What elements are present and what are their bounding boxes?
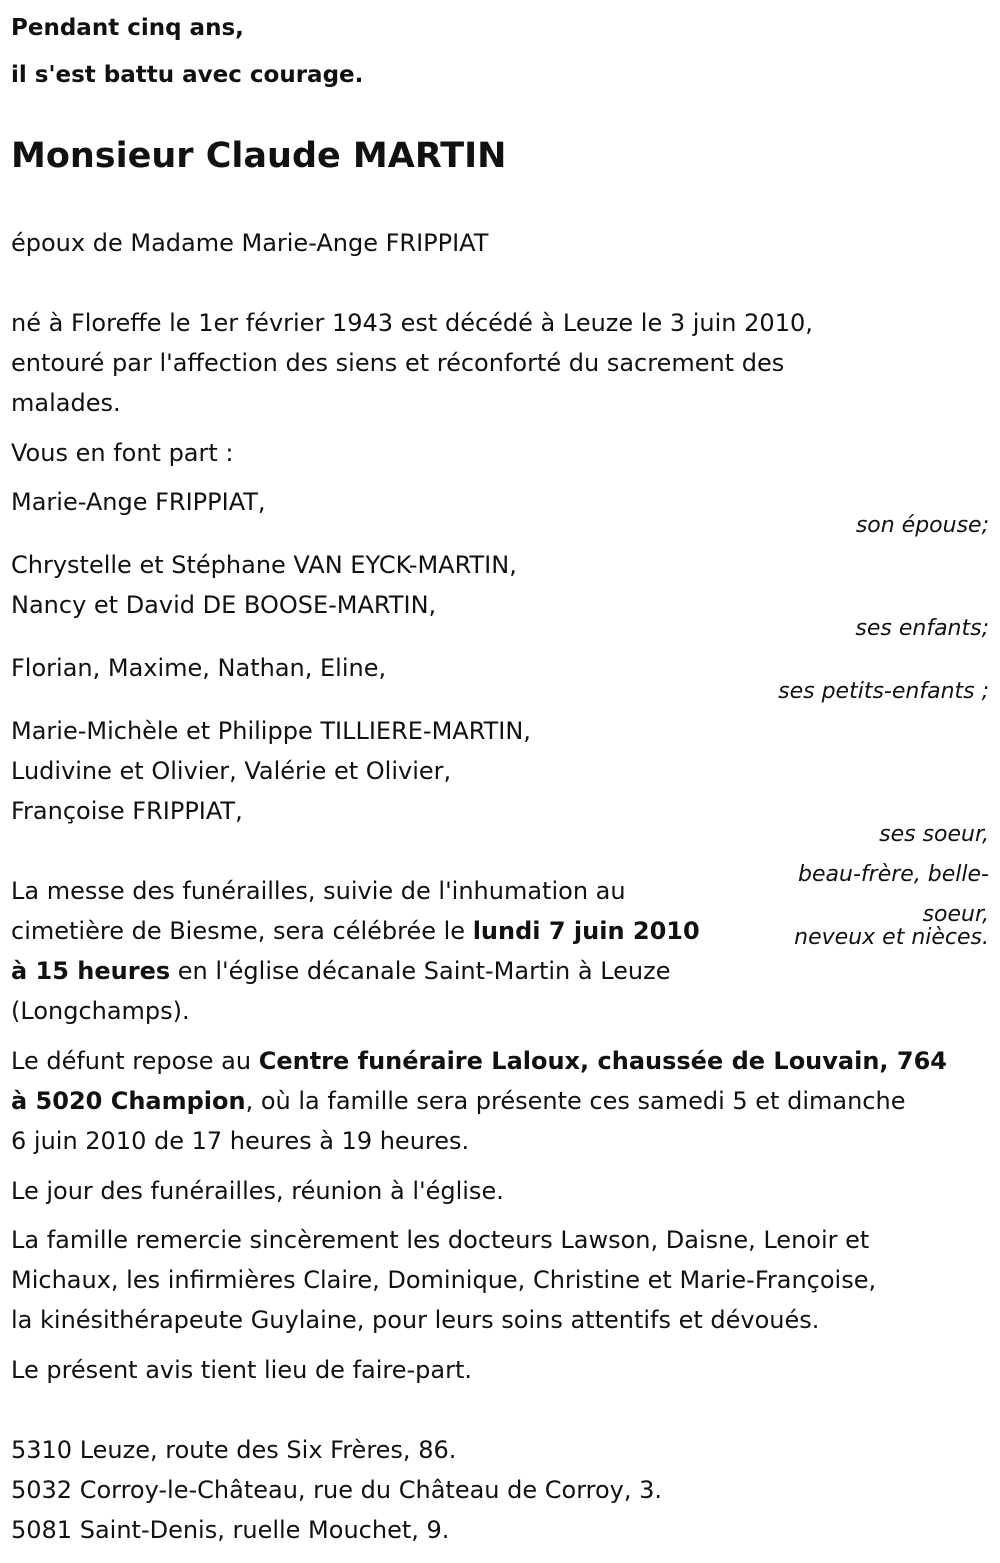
family-relation: son épouse; [855, 513, 989, 538]
mass-line-3: à 15 heures en l'église décanale Saint-Martin à Leuze [11, 957, 671, 985]
family-relation: ses enfants; [855, 616, 989, 641]
birth-death-line-1: né à Floreffe le 1er février 1943 est décédé à Leuze le 3 juin 2010, [11, 309, 813, 337]
mass-time: à 15 heures [11, 957, 171, 985]
intro-line-2: il s'est battu avec courage. [11, 62, 364, 88]
family-name-line: Florian, Maxime, Nathan, Eline, [11, 654, 387, 682]
mass-date: lundi 7 juin 2010 [472, 917, 700, 945]
funeral-home: Centre funéraire Laloux, chaussée de Louvain, 764 [258, 1047, 947, 1075]
birth-death-line-2: entouré par l'affection des siens et réconforté du sacrement des [11, 349, 785, 377]
address-line: 5032 Corroy-le-Château, rue du Château de Corroy, 3. [11, 1476, 663, 1504]
mass-line-1: La messe des funérailles, suivie de l'inhumation au [11, 877, 626, 905]
address-line: 5310 Leuze, route des Six Frères, 86. [11, 1436, 457, 1464]
notice-line: Le présent avis tient lieu de faire-part. [11, 1356, 473, 1384]
family-name-line: Marie-Ange FRIPPIAT, [11, 488, 266, 516]
spouse-line: époux de Madame Marie-Ange FRIPPIAT [11, 229, 489, 257]
family-relation: soeur, [922, 902, 989, 927]
repose-line-1: Le défunt repose au Centre funéraire Laloux, chaussée de Louvain, 764 [11, 1047, 947, 1075]
mass-line-2: cimetière de Biesme, sera célébrée le lundi 7 juin 2010 [11, 917, 700, 945]
reunion-line: Le jour des funérailles, réunion à l'église. [11, 1177, 504, 1205]
deceased-name-title: Monsieur Claude MARTIN [11, 136, 507, 176]
announce-line: Vous en font part : [11, 439, 234, 467]
family-relation: beau-frère, belle- [798, 862, 989, 887]
repose-line-2: à 5020 Champion, où la famille sera présente ces samedi 5 et dimanche [11, 1087, 906, 1115]
birth-death-line-3: malades. [11, 389, 121, 417]
thanks-line-1: La famille remercie sincèrement les docteurs Lawson, Daisne, Lenoir et [11, 1226, 870, 1254]
repose-line-3: 6 juin 2010 de 17 heures à 19 heures. [11, 1127, 470, 1155]
mass-line-4: (Longchamps). [11, 997, 190, 1025]
family-name-line: Chrystelle et Stéphane VAN EYCK-MARTIN, [11, 551, 517, 579]
intro-line-1: Pendant cinq ans, [11, 15, 244, 41]
family-relation: neveux et nièces. [794, 925, 989, 950]
thanks-line-3: la kinésithérapeute Guylaine, pour leurs soins attentifs et dévoués. [11, 1306, 820, 1334]
address-line: 5081 Saint-Denis, ruelle Mouchet, 9. [11, 1516, 450, 1544]
funeral-home-city: à 5020 Champion [11, 1087, 246, 1115]
family-relation: ses petits-enfants ; [778, 679, 989, 704]
family-name-line: Ludivine et Olivier, Valérie et Olivier, [11, 757, 452, 785]
family-name-line: Françoise FRIPPIAT, [11, 797, 243, 825]
family-name-line: Marie-Michèle et Philippe TILLIERE-MARTIN, [11, 717, 531, 745]
family-name-line: Nancy et David DE BOOSE-MARTIN, [11, 591, 437, 619]
thanks-line-2: Michaux, les infirmières Claire, Dominique, Christine et Marie-Françoise, [11, 1266, 877, 1294]
family-relation: ses soeur, [879, 822, 989, 847]
